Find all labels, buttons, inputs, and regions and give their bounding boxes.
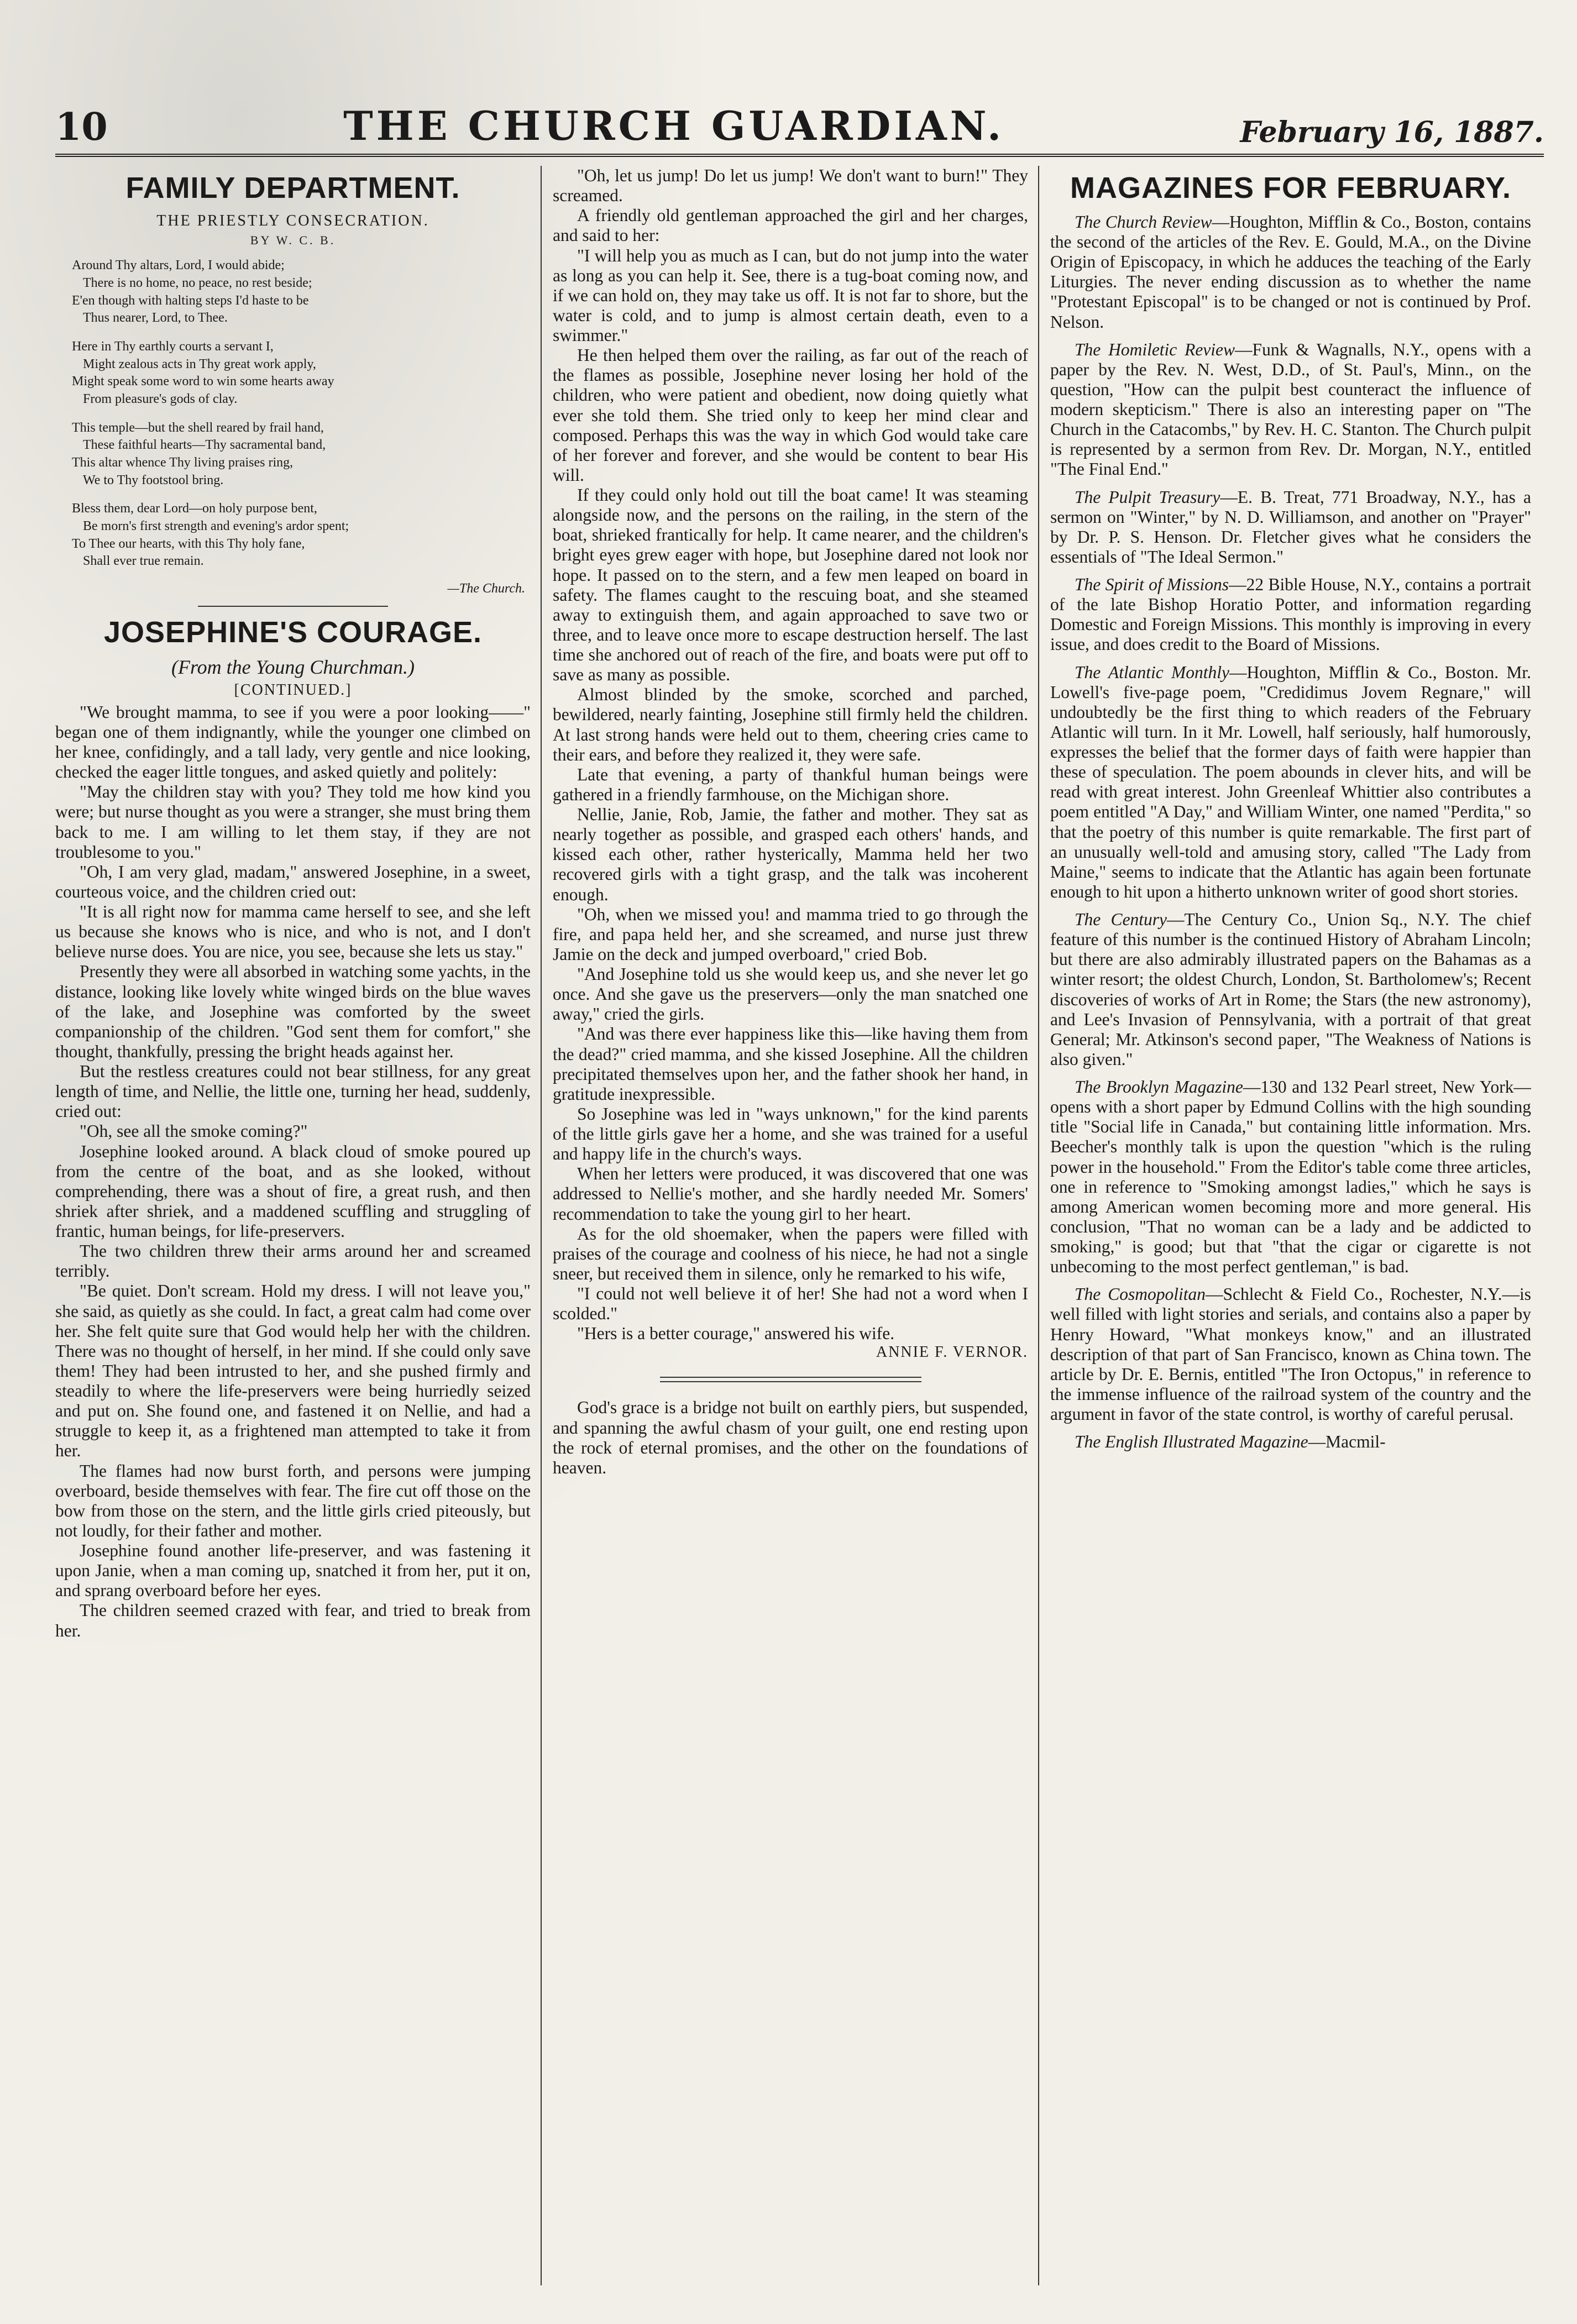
story-paragraph: A friendly old gentleman approached the girl and her charges, and said to her:: [553, 206, 1028, 245]
story-paragraph: "Be quiet. Don't scream. Hold my dress. I will not leave you," she said, as quietly as she could. In fact, a great calm had come over her. She felt quite sure that God would help her with the children. There was no thought of herself, in her mind. If she could only save them! They had been intrusted to her, and she pushed firmly and steadily to where the life-preservers were being hurriedly seized and put on. She found one, and fastened it on Nellie, and had a struggle to keep it, as a frightened man attempted to take it from her.: [55, 1281, 531, 1461]
story-paragraph: If they could only hold out till the boat came! It was steaming alongside now, and the persons on the railing, in the stern of the boat, shrieked frantically for help. It came nearer, and the children's bright eyes grew eager with hope, but Josephine dared not look nor hope. It passed on to the stern, and a few men leaped on board in safety. The flames caught to the rescuing boat, and she steamed away to extinguish them, and again approached to save two or three, and to leave once more to escape destruction herself. The last time she anchored out of reach of the fire, and boats were put off to save as many as possible.: [553, 485, 1028, 685]
masthead: [55, 83, 1544, 157]
magazine-name: The Homiletic Review: [1075, 339, 1235, 359]
magazine-description: —Houghton, Mifflin & Co., Boston, contains the second of the articles of the Rev. E. Gould, M.A., on the Divine Origin of Episcopacy, in which he adduces the teaching of the Early Liturgies. The never ending discussion as to whether the name "Protestant Episcopal" is to be changed or not is continued by Prof. Nelson.: [1050, 212, 1531, 332]
story-paragraph: "Oh, see all the smoke coming?": [80, 1121, 308, 1141]
poem-line: Around Thy altars, Lord, I would abide;: [72, 258, 285, 273]
divider: [198, 606, 388, 607]
magazine-description: —130 and 132 Pearl street, New York—opens with a short paper by Edmund Collins with the high sounding title "Social life in Canada," but containing little information. Mrs. Beecher's monthly talk is upon the question "which is the ruling power in the household." From the Editor's table come three articles, one in reference to "Smoking amongst ladies," which he says is among American women becoming more and more general. His conclusion, "That no woman can be a lady and be addicted to smoking," is good; but that "that the cigar or cigarette is not unbecoming to the most perfect gentleman," is bad.: [1050, 1077, 1531, 1277]
poem-line: These faithful hearts—Thy sacramental band,: [83, 438, 326, 453]
story-paragraph: He then helped them over the railing, as far out of the reach of the flames as possible, Josephine never losing her hold of the children, who were patient and obedient, now doing quietly what ever she told them. She tried only to keep her mind clear and composed. Perhaps this was the way in which God would take care of her forever and forever, and she would be content to bear His will.: [553, 345, 1028, 485]
story-paragraph: "I will help you as much as I can, but do not jump into the water as long as you can help it. See, there is a tug-boat coming now, and if we can hold on, they may take us off. It is not far to shore, but the water is cold, and to jump is almost certain death, even to a swimmer.": [553, 245, 1028, 345]
poem-stanza: [55, 419, 531, 490]
poem-line: We to Thy footstool bring.: [83, 473, 224, 487]
divider: [660, 1377, 921, 1382]
story-author: ANNIE F. VERNOR.: [876, 1344, 1028, 1361]
magazine-entry: [1050, 575, 1531, 655]
story-paragraph: When her letters were produced, it was discovered that one was addressed to Nellie's mother, and she hardly needed Mr. Somers' recommendation to take the young girl to her heart.: [553, 1164, 1028, 1224]
magazine-entry: [1050, 910, 1531, 1069]
story-paragraph: Josephine looked around. A black cloud of smoke poured up from the centre of the boat, and as she looked, without comprehending, there was a shout of fire, a great rush, and then shriek after shriek, and a maddened scuffling and struggling of frantic, human beings, for life-preservers.: [55, 1141, 531, 1241]
poem-line: Shall ever true remain.: [83, 554, 204, 569]
story-paragraph: Late that evening, a party of thankful human beings were gathered in a friendly farmhouse, on the Michigan shore.: [553, 764, 1028, 804]
story-part-2: [553, 166, 1028, 1344]
story-title: JOSEPHINE'S COURAGE.: [104, 615, 482, 649]
poem-line: To Thee our hearts, with this Thy holy fane,: [72, 536, 305, 551]
poem-line: There is no home, no peace, no rest beside;: [83, 275, 312, 290]
continued-label: [CONTINUED.]: [234, 681, 352, 699]
magazine-entry: [1050, 340, 1531, 480]
magazine-entry: [1050, 663, 1531, 903]
column-3: [1050, 166, 1531, 2291]
poem-source: —The Church.: [447, 581, 525, 596]
magazine-name: The Church Review: [1075, 212, 1212, 232]
poem-line: Be morn's first strength and evening's ardor spent;: [83, 519, 349, 533]
poem: [55, 257, 531, 570]
poem-title: THE PRIESTLY CONSECRATION.: [156, 212, 429, 229]
magazine-description: —Houghton, Mifflin & Co., Boston. Mr. Lowell's five-page poem, "Credidimus Jovem Regnare," will undoubtedly be the first thing to which readers of the February Atlantic will turn. In it Mr. Lowell, half seriously, half humorously, expresses the belief that the former days of faith were happier than these of speculation. The poem abounds in clever hits, and will be read with great interest. John Greenleaf Whittier also contributes a poem entitled "A Day," and William Winter, one named "Perdita," so that the poetry of this number is quite remarkable. The first part of an unusually well-told and amusing story, called "The Lady from Maine," seems to indicate that the Atlantic has again been fortunate enough to hit upon a hitherto unknown writer of good short stories.: [1050, 662, 1531, 901]
story-part-1: [55, 702, 531, 1641]
story-paragraph: As for the old shoemaker, when the papers were filled with praises of the courage and coolness of his niece, he had not a single sneer, but received them in silence, only he remarked to his wife,: [553, 1224, 1028, 1283]
poem-line: Here in Thy earthly courts a servant I,: [72, 339, 274, 354]
family-department-heading: FAMILY DEPARTMENT.: [125, 171, 460, 204]
story-paragraph: "May the children stay with you? They told me how kind you were; but nurse thought as you were a stranger, she must bring them back to me. I am willing to let them stay, if they are not troublesome to you.": [55, 782, 531, 862]
column-rule: [1038, 166, 1039, 2285]
story-paragraph: The two children threw their arms around her and screamed terribly.: [55, 1241, 531, 1281]
column-2: [553, 166, 1028, 2291]
poem-line: Might zealous acts in Thy great work apply,: [83, 356, 316, 371]
poem-line: This temple—but the shell reared by frail hand,: [72, 420, 324, 435]
magazine-description: —Macmil-: [1308, 1432, 1386, 1452]
page-number: 10: [55, 105, 108, 149]
story-paragraph: "And was there ever happiness like this—like having them from the dead?" cried mamma, and she kissed Josephine. All the children precipitated themselves upon her, and the father shook her hand, in gratitude inexpressible.: [553, 1024, 1028, 1104]
poem-line: This altar whence Thy living praises ring,: [72, 455, 294, 470]
poem-line: Thus nearer, Lord, to Thee.: [83, 311, 228, 326]
poem-stanza: [55, 500, 531, 570]
story-paragraph: Presently they were all absorbed in watching some yachts, in the distance, looking like lovely white winged birds on the blue waves of the lake, and Josephine was comforted by the sweet companionship of the children. "God sent them for comfort," she thought, thankfully, pressing the bright heads against her.: [55, 962, 531, 1061]
magazine-name: The Spirit of Missions: [1075, 575, 1229, 595]
story-paragraph: "I could not well believe it of her! She had not a word when I scolded.": [553, 1284, 1028, 1324]
magazine-name: The Pulpit Treasury: [1075, 487, 1220, 507]
story-paragraph: But the restless creatures could not bear stillness, for any great length of time, and Nellie, the little one, turning her head, suddenly, cried out:: [55, 1062, 531, 1121]
poem-line: Bless them, dear Lord—on holy purpose bent,: [72, 501, 317, 516]
magazine-description: —Schlecht & Field Co., Rochester, N.Y.—is well filled with light stories and serials, and contains also a paper by Henry Howard, "What monkeys know," and an illustrated description of that part of San Francisco, known as China town. The article by Dr. E. Bernis, entitled "The Iron Octopus," in reference to the immense influence of the railroad system of the country and the argument in favor of the state control, is worthy of careful perusal.: [1050, 1284, 1531, 1424]
magazine-name: The Century: [1075, 910, 1167, 930]
story-paragraph: "And Josephine told us she would keep us, and she never let go once. And she gave us the preservers—only the man snatched one away," cried the girls.: [553, 964, 1028, 1024]
story-paragraph: Josephine found another life-preserver, and was fastening it upon Janie, when a man coming up, snatched it from her, put it on, and sprang overboard before her eyes.: [55, 1541, 531, 1601]
poem-stanza: [55, 257, 531, 327]
poem-author: BY W. C. B.: [250, 233, 336, 248]
poem-stanza: [55, 338, 531, 408]
magazine-description: —The Century Co., Union Sq., N.Y. The chief feature of this number is the continued History of Abraham Lincoln; but there are also admirably illustrated papers on the Bahamas as a winter resort; the oldest Church, London, St. Bartholomew's; Recent discoveries of works of Art in Rome; the Stars (the new astronomy), and Lee's Invasion of Pennsylvania, with a portrait of that great General; Mr. Atkinson's second paper, "The Weakness of Nations is also given.": [1050, 910, 1531, 1069]
magazine-name: The Atlantic Monthly: [1075, 662, 1229, 682]
story-paragraph: The flames had now burst forth, and persons were jumping overboard, beside themselves with fear. The fire cut off those on the bow from those on the stern, and the little girls cried piteously, but not loudly, for their father and mother.: [55, 1461, 531, 1540]
story-paragraph: "It is all right now for mamma came herself to see, and she left us because she knows who is nice, and who is not, and I don't believe nurse does. You are nice, you see, because she lets us stay.": [55, 902, 531, 962]
magazine-entry: [1050, 1432, 1531, 1452]
magazine-entry: [1050, 487, 1531, 568]
story-paragraph: "Oh, when we missed you! and mamma tried to go through the fire, and papa held her, and she screamed, and nurse just threw Jamie on the deck and jumped overboard," cried Bob.: [553, 904, 1028, 964]
story-paragraph: "Oh, I am very glad, madam," answered Josephine, in a sweet, courteous voice, and the children cried out:: [55, 862, 531, 901]
closing-paragraph: God's grace is a bridge not built on earthly piers, but suspended, and spanning the awful chasm of your guilt, one end resting upon the rock of eternal promises, and the other on the foundations of heaven.: [553, 1398, 1028, 1477]
column-1: [55, 166, 531, 2291]
magazine-entry: [1050, 1284, 1531, 1424]
story-paragraph: Nellie, Janie, Rob, Jamie, the father and mother. They sat as nearly together as possible, and grasped each others' hands, and kissed each other, rather hysterically, Mamma held her two recovered girls with a tight grasp, and the talk was incoherent enough.: [553, 805, 1028, 904]
magazine-name: The Brooklyn Magazine: [1075, 1077, 1243, 1097]
column-rule: [541, 166, 542, 2285]
story-paragraph: So Josephine was led in "ways unknown," for the kind parents of the little girls gave her a home, and she was trained for a useful and happy life in the church's ways.: [553, 1104, 1028, 1164]
poem-line: Might speak some word to win some hearts away: [72, 374, 334, 389]
story-paragraph: "Hers is a better courage," answered his wife.: [577, 1324, 895, 1344]
magazine-name: The English Illustrated Magazine: [1075, 1432, 1308, 1452]
story-source: (From the Young Churchman.): [171, 656, 415, 679]
magazine-description: —22 Bible House, N.Y., contains a portrait of the late Bishop Horatio Potter, and information regarding Domestic and Foreign Missions. This monthly is improving in every issue, and does credit to the Board of Missions.: [1050, 575, 1531, 654]
story-paragraph: Almost blinded by the smoke, scorched and parched, bewildered, nearly fainting, Josephine still firmly held the children. At last strong hands were held out to them, cheering cries came to their ears, and before they realized it, they were safe.: [553, 685, 1028, 764]
story-paragraph: "We brought mamma, to see if you were a poor looking——" began one of them indignantly, while the younger one climbed on her knee, confidingly, and a tall lady, very gentle and nice looking, checked the eager little tongues, and asked quietly and politely:: [55, 702, 531, 782]
poem-line: E'en though with halting steps I'd haste to be: [72, 293, 309, 308]
magazine-description: —Funk & Wagnalls, N.Y., opens with a paper by the Rev. N. West, D.D., of St. Paul's, Minn., on the question, "How can the pulpit best counteract the influence of modern skepticism." There is also an interesting paper on "The Church in the Catacombs," by Rev. H. C. Stanton. The Church pulpit is represented by a sermon from Rev. Dr. Morgan, N.Y., entitled "The Final End.": [1050, 339, 1531, 479]
story-paragraph: The children seemed crazed with fear, and tried to break from her.: [55, 1601, 531, 1640]
poem-line: From pleasure's gods of clay.: [83, 391, 238, 406]
issue-date: February 16, 1887.: [1240, 116, 1544, 149]
magazine-entry: [1050, 212, 1531, 332]
story-paragraph: "Oh, let us jump! Do let us jump! We don't want to burn!" They screamed.: [553, 166, 1028, 206]
newspaper-title: THE CHURCH GUARDIAN.: [343, 102, 1005, 149]
magazine-name: The Cosmopolitan: [1075, 1284, 1206, 1304]
magazines-heading: MAGAZINES FOR FEBRUARY.: [1070, 171, 1511, 204]
magazine-list: [1050, 212, 1531, 1452]
magazine-description: —E. B. Treat, 771 Broadway, N.Y., has a sermon on "Winter," by N. D. Williamson, and another on "Prayer" by Dr. P. S. Henson. Dr. Fletcher gives what he considers the essentials of "The Ideal Sermon.": [1050, 487, 1531, 566]
magazine-entry: [1050, 1077, 1531, 1277]
